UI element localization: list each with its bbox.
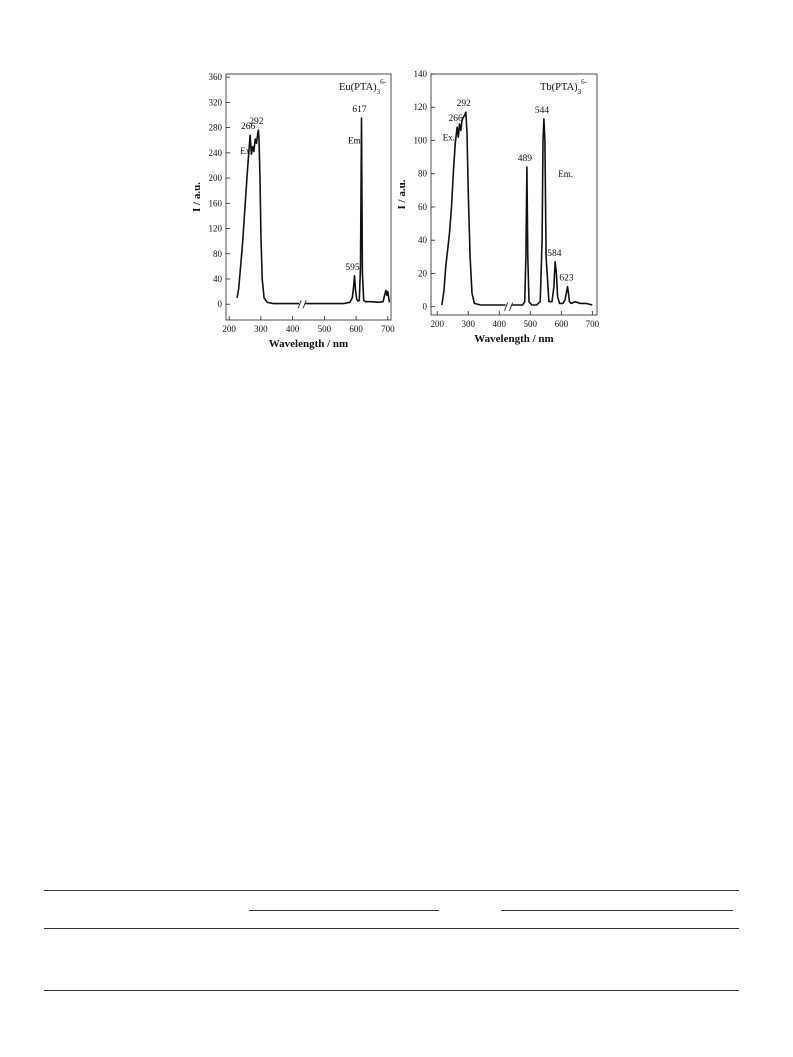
peak-label: 266 — [448, 114, 463, 125]
series-annotation: Em. — [348, 135, 363, 146]
y-tick-label: 120 — [208, 223, 222, 234]
table-frame — [44, 890, 739, 992]
x-axis-label: Wavelength / nm — [268, 338, 349, 350]
x-tick-label: 200 — [430, 319, 444, 329]
panel-title: $Tb(PTA)_3^{6-}$ — [540, 78, 587, 96]
x-tick-label: 600 — [349, 324, 363, 334]
y-tick-label: 40 — [418, 235, 427, 246]
peak-label: 595 — [345, 262, 360, 273]
emission-spectra-figure — [0, 0, 793, 380]
chart-panel-2 — [396, 69, 600, 345]
series-line-excitation — [237, 130, 299, 304]
x-tick-label: 500 — [523, 319, 538, 329]
y-tick-label: 0 — [422, 301, 427, 312]
y-tick-label: 20 — [418, 268, 427, 279]
x-tick-label: 400 — [492, 319, 507, 329]
x-tick-label: 500 — [317, 324, 332, 334]
panel-title: $Eu(PTA)_3^{6-}$ — [339, 78, 386, 96]
peak-label: 584 — [547, 248, 562, 259]
table-group-rule-right — [501, 910, 733, 911]
y-tick-label: 140 — [413, 69, 427, 79]
table-top-rule — [44, 890, 739, 891]
y-tick-label: 360 — [208, 72, 222, 83]
x-tick-label: 300 — [461, 319, 475, 329]
x-tick-label: 200 — [222, 324, 236, 334]
table-header-rule — [44, 928, 739, 929]
peak-label: 617 — [352, 105, 367, 116]
x-tick-label: 300 — [254, 324, 268, 334]
series-line-emission — [305, 118, 389, 303]
peak-label: 489 — [517, 154, 533, 165]
y-axis-label: I / a.u. — [396, 179, 408, 210]
y-tick-label: 100 — [413, 135, 427, 146]
y-tick-label: 160 — [208, 198, 222, 209]
axis-break-mark — [510, 303, 513, 311]
axis-break-mark — [505, 303, 508, 311]
y-axis-label: I / a.u. — [191, 182, 203, 212]
series-annotation: Ex. — [442, 132, 456, 143]
figure — [0, 0, 793, 380]
peak-label: 292 — [249, 117, 264, 128]
x-axis-label: Wavelength / nm — [474, 333, 554, 345]
peak-label: 544 — [534, 105, 550, 116]
peak-label: 623 — [559, 273, 574, 284]
y-tick-label: 240 — [208, 147, 222, 158]
table-group-rule-left — [249, 910, 439, 911]
y-tick-label: 80 — [213, 248, 222, 259]
x-tick-label: 700 — [585, 319, 600, 329]
x-tick-label: 400 — [285, 324, 300, 334]
table-bottom-rule — [44, 990, 739, 991]
series-annotation: Ex. — [240, 146, 253, 157]
y-tick-label: 320 — [208, 97, 222, 108]
y-tick-label: 60 — [418, 201, 427, 212]
y-tick-label: 200 — [208, 173, 222, 184]
y-tick-label: 80 — [418, 168, 427, 179]
x-tick-label: 600 — [554, 319, 569, 329]
y-tick-label: 0 — [217, 299, 222, 310]
y-tick-label: 120 — [413, 102, 427, 113]
y-tick-label: 40 — [213, 274, 222, 284]
peak-label: 292 — [456, 99, 471, 110]
chart-panel-1 — [191, 72, 395, 350]
series-annotation: Em. — [558, 169, 573, 180]
series-line-emission — [512, 119, 593, 305]
peak-label: 266 — [240, 122, 256, 133]
y-tick-label: 280 — [208, 122, 222, 133]
x-tick-label: 700 — [381, 324, 395, 334]
